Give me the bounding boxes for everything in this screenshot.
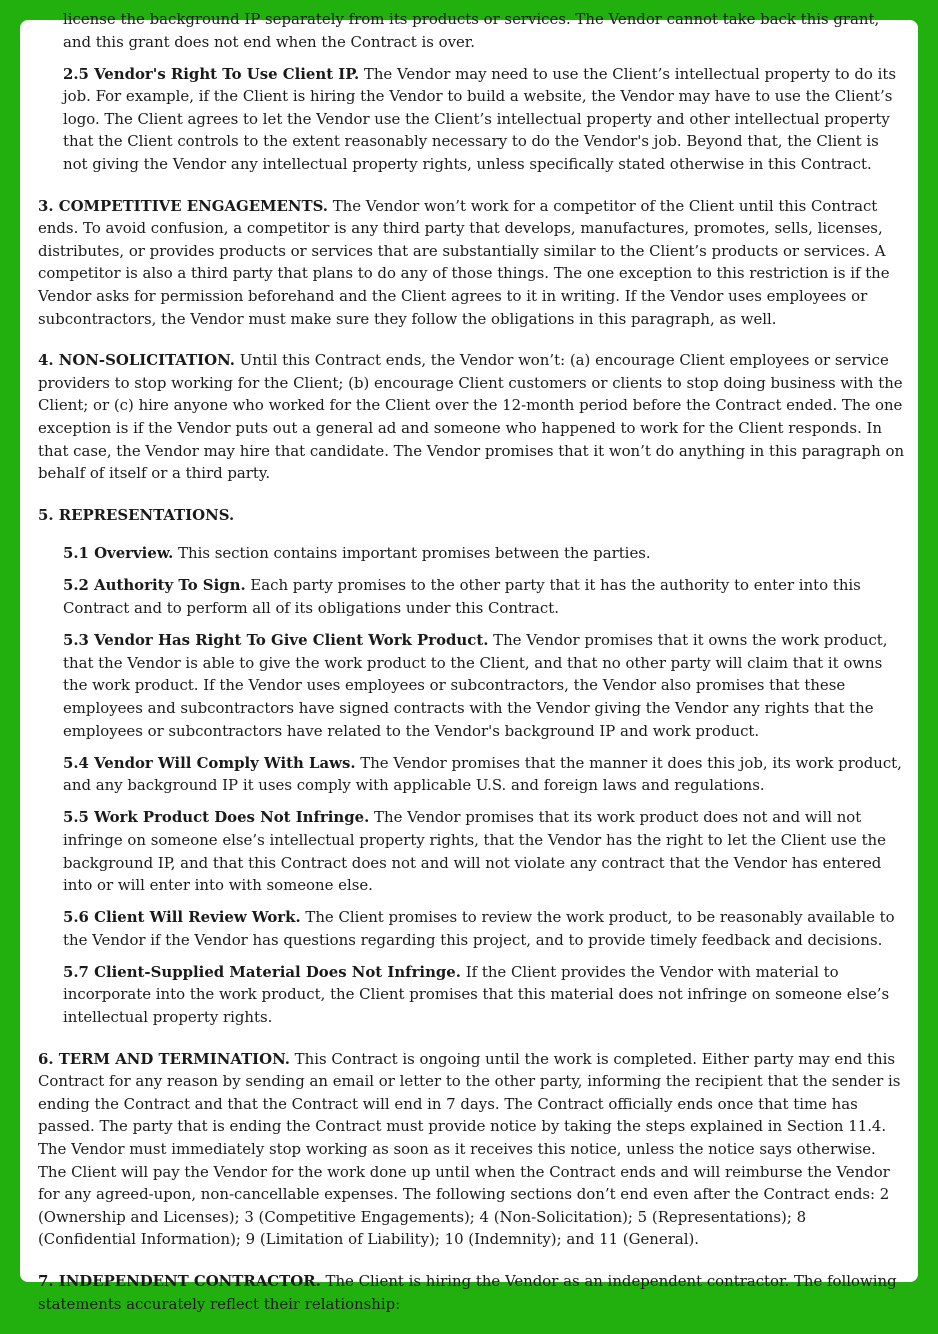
section-5-7 <box>63 961 908 1029</box>
section-5-1 <box>63 542 908 565</box>
section-6 <box>38 1048 908 1251</box>
section-heading: 6. TERM AND TERMINATION. <box>38 1049 290 1068</box>
section-3 <box>38 195 908 331</box>
section-text: The Vendor promises that it owns the work product, that the Vendor is able to give the work product to the Client, and that no other party will claim that it owns the work product. If the Vendor uses employees or subcontractors, the Vendor also promises that these employees and subcontractors have signed contracts with the Vendor giving the Vendor any rights that the employees or subcontractors have related to the Vendor's background IP and work product. <box>63 631 888 740</box>
document-body <box>38 8 908 1334</box>
section-5-5 <box>63 806 908 896</box>
section-text: The Client is hiring the Vendor as an independent contractor. The following statements accurately reflect their relationship: <box>38 1272 897 1313</box>
section-heading: 5.6 Client Will Review Work. <box>63 908 301 927</box>
section-text: The Vendor won’t work for a competitor of the Client until this Contract ends. To avoid confusion, a competitor is any third party that develops, manufactures, promotes, sells, licenses, distributes, or provides products or services that are substantially similar to the Client’s products or services. A competitor is also a third party that plans to do any of those things. The one exception to this restriction is if the Vendor asks for permission beforehand and the Client agrees to it in writing. If the Vendor uses employees or subcontractors, the Vendor must make sure they follow the obligations in this paragraph, as well. <box>38 196 890 328</box>
section-text: The Client promises to review the work product, to be reasonably available to the Vendor if the Vendor has questions regarding this project, and to provide timely feedback and decisions. <box>63 908 895 949</box>
section-text: If the Client provides the Vendor with material to incorporate into the work product, the Client promises that this material does not infringe on someone else’s intellectual property rights. <box>63 962 890 1027</box>
section-heading: 5.1 Overview. <box>63 544 174 563</box>
section-5-3 <box>63 629 908 742</box>
section-4 <box>38 349 908 485</box>
section-heading: 3. COMPETITIVE ENGAGEMENTS. <box>38 196 328 215</box>
section-text: The Vendor promises that its work product does not and will not infringe on someone else’s intellectual property rights, that the Vendor has the right to let the Client use the background IP, and that this Contract does not and will not violate any contract that the Vendor has entered into or will enter into with someone else. <box>63 808 886 895</box>
section-2-4-tail <box>63 8 908 53</box>
section-heading: 2.5 Vendor's Right To Use Client IP. <box>63 64 360 83</box>
section-text: The Vendor may need to use the Client’s intellectual property to do its job. For example, if the Client is hiring the Vendor to build a website, the Vendor may have to use the Client’s logo. The Client agrees to let the Vendor use the Client’s intellectual property and other intellectual property that the Client controls to the extent reasonably necessary to do the Vendor's job. Beyond that, the Client is not giving the Vendor any intellectual property rights, unless specifically stated otherwise in this Contract. <box>63 64 896 174</box>
section-text: Until this Contract ends, the Vendor won’t: (a) encourage Client employees or service providers to stop working for the Client; (b) encourage Client customers or clients to stop doing business with the Client; or (c) hire anyone who worked for the Client over the 12-month period before the Contract ended. The one exception is if the Vendor puts out a general ad and someone who happened to work for the Client responds. In that case, the Vendor may hire that candidate. The Vendor promises that it won’t do anything in this paragraph on behalf of itself or a third party. <box>38 351 905 483</box>
section-heading: 5.5 Work Product Does Not Infringe. <box>63 808 370 827</box>
section-heading: 5.3 Vendor Has Right To Give Client Work Product. <box>63 631 489 650</box>
document-page <box>20 10 918 1313</box>
section-heading: 5.7 Client-Supplied Material Does Not Infringe. <box>63 962 461 981</box>
section-heading: 5.4 Vendor Will Comply With Laws. <box>63 753 356 772</box>
section-text: license the background IP separately from its products or services. The Vendor cannot take back this grant, and this grant does not end when the Contract is over. <box>63 10 880 51</box>
section-heading: 5.2 Authority To Sign. <box>63 576 246 595</box>
section-text: This section contains important promises between the parties. <box>178 544 651 563</box>
section-5 <box>38 504 908 527</box>
section-heading: 5. REPRESENTATIONS. <box>38 505 235 524</box>
section-text: This Contract is ongoing until the work is completed. Either party may end this Contract for any reason by sending an email or letter to the other party, informing the recipient that the sender is ending the Contract and that the Contract will end in 7 days. The Contract officially ends once that time has passed. The party that is ending the Contract must provide notice by taking the steps explained in Section 11.4. The Vendor must immediately stop working as soon as it receives this notice, unless the notice says otherwise. The Client will pay the Vendor for the work done up until when the Contract ends and will reimburse the Vendor for any agreed-upon, non-cancellable expenses. The following sections don’t end even after the Contract ends: 2 (Ownership and Licenses); 3 (Competitive Engagements); 4 (Non-Solicitation); 5 (Representations); 8 (Confidential Information); 9 (Limitation of Liability); 10 (Indemnity); and 11 (General). <box>38 1049 901 1249</box>
section-text: Each party promises to the other party that it has the authority to enter into this Contract and to perform all of its obligations under this Contract. <box>63 576 861 618</box>
section-7 <box>38 1270 908 1315</box>
section-heading: 7. INDEPENDENT CONTRACTOR. <box>38 1272 321 1290</box>
section-text: The Vendor promises that the manner it does this job, its work product, and any background IP it uses comply with applicable U.S. and foreign laws and regulations. <box>63 753 902 795</box>
section-2-5 <box>63 63 908 176</box>
section-5-4 <box>63 752 908 797</box>
section-heading: 4. NON-SOLICITATION. <box>38 351 235 370</box>
section-5-6 <box>63 906 908 951</box>
section-5-2 <box>63 574 908 619</box>
